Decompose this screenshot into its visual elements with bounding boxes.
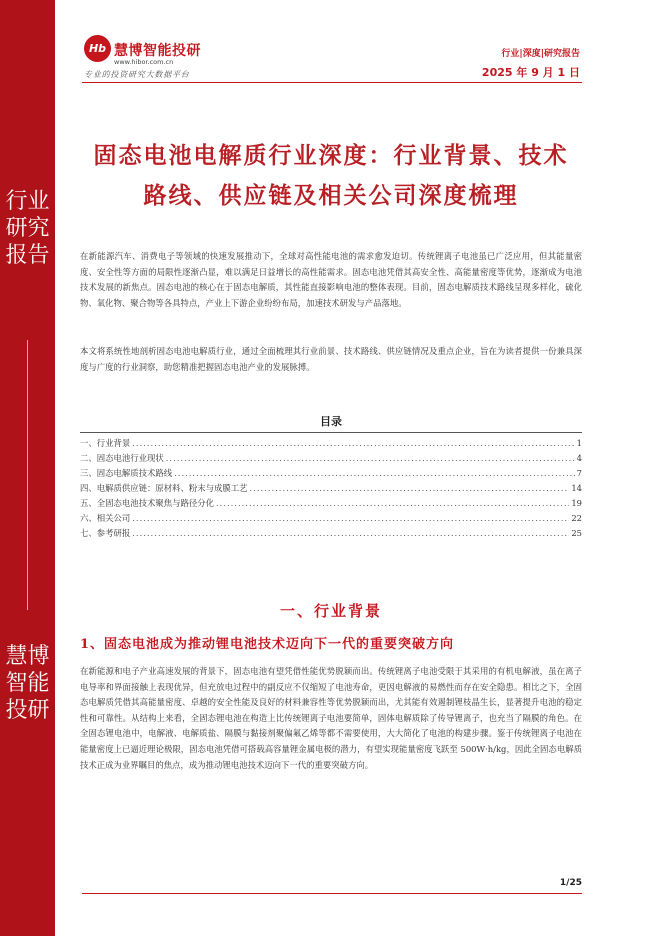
footer-divider bbox=[82, 893, 582, 894]
header-divider bbox=[82, 82, 582, 83]
toc-item-page: 22 bbox=[571, 513, 582, 523]
toc-item-page: 14 bbox=[571, 483, 582, 493]
sidebar-divider bbox=[27, 340, 28, 610]
sidebar-brand-label: 慧博智能投研 bbox=[5, 644, 50, 723]
report-type: 行业|深度|研究报告 bbox=[501, 49, 580, 59]
toc-item-label: 二、固态电池行业现状 bbox=[80, 453, 164, 463]
toc-item[interactable] bbox=[80, 482, 582, 497]
toc-leader bbox=[166, 453, 575, 463]
toc-item[interactable] bbox=[80, 497, 582, 512]
brand-slogan: 专业的投资研究大数据平台 bbox=[84, 70, 190, 79]
toc-leader bbox=[216, 498, 569, 508]
report-title-line-1: 固态电池电解质行业深度：行业背景、技术 bbox=[93, 142, 569, 169]
table-of-contents bbox=[80, 437, 582, 542]
brand-name: 慧博智能投研 bbox=[114, 43, 201, 59]
section-subtitle: 1、固态电池成为推动锂电池技术迈向下一代的重要突破方向 bbox=[80, 637, 455, 652]
toc-leader bbox=[132, 438, 574, 448]
toc-item-page: 4 bbox=[576, 453, 582, 463]
brand-logo-icon: Hb bbox=[84, 35, 111, 62]
toc-item[interactable] bbox=[80, 512, 582, 527]
toc-leader bbox=[174, 468, 575, 478]
toc-leader bbox=[132, 528, 569, 538]
toc-item-page: 7 bbox=[576, 468, 582, 478]
toc-item-page: 19 bbox=[571, 498, 582, 508]
toc-item-label: 五、全固态电池技术聚焦与路径分化 bbox=[80, 498, 214, 508]
toc-divider bbox=[80, 432, 582, 433]
toc-item-label: 四、电解质供应链：原材料、粉末与成膜工艺 bbox=[80, 483, 248, 493]
brand-url: www.hibor.com.cn bbox=[114, 58, 174, 66]
toc-item[interactable] bbox=[80, 437, 582, 452]
report-date: 2025 年 9 月 1 日 bbox=[481, 66, 580, 79]
toc-leader bbox=[250, 483, 570, 493]
section-body-paragraph: 在新能源和电子产业高速发展的背景下，固态电池有望凭借性能优势脱颖而出。传统锂离子电池受限于其采用的有机电解液，虽在离子电导率和界面接触上表现优异，但充放电过程中的副反应不仅缩短了电池寿命，更因电解液的易燃性而存在安全隐患。相比之下，全固态电解质凭借其高能量密度、卓越的安全性能及良好的材料兼容性等优势脱颖而出，尤其能有效遏制锂枝晶生长，显著提升电池的稳定性和可靠性。从结构上来看，全固态锂电池在构造上比传统锂离子电池要简单，固体电解质除了传导锂离子，也充当了隔膜的角色。在全固态锂电池中，电解液、电解质盐、隔膜与黏接剂聚偏氟乙烯等都不需要使用，大大简化了电池的构建步骤。鉴于传统锂离子电池在能量密度上已逼近理论极限，固态电池凭借可搭载高容量锂金属电极的潜力，有望实现能量密度飞跃至 500W·h/kg，因此全固态电解质技术正成为业界瞩目的焦点，成为推动锂电池技术迈向下一代的重要突破方向。 bbox=[80, 666, 582, 770]
toc-title: 目录 bbox=[320, 415, 342, 428]
intro-paragraph-2: 本文将系统性地剖析固态电池电解质行业，通过全面梳理其行业前景、技术路线、供应链情况及重点企业，旨在为读者提供一份兼具深度与广度的行业洞察，助您精准把握固态电池产业的发展脉搏。 bbox=[80, 346, 582, 372]
toc-item-label: 七、参考研报 bbox=[80, 528, 131, 538]
toc-leader bbox=[132, 513, 569, 523]
toc-item-label: 六、相关公司 bbox=[80, 513, 131, 523]
toc-item-page: 25 bbox=[571, 528, 582, 538]
toc-item[interactable] bbox=[80, 467, 582, 482]
toc-item[interactable] bbox=[80, 527, 582, 542]
section-title: 一、行业背景 bbox=[279, 602, 382, 620]
toc-item-label: 三、固态电解质技术路线 bbox=[80, 468, 173, 478]
report-title-line-2: 路线、供应链及相关公司深度梳理 bbox=[143, 182, 519, 209]
sidebar bbox=[0, 0, 55, 936]
intro-paragraph-1: 在新能源汽车、消费电子等领域的快速发展推动下，全球对高性能电池的需求愈发迫切。传统锂离子电池虽已广泛应用，但其能量密度、安全性等方面的局限性逐渐凸显，难以满足日益增长的高性能需求。固态电池凭借其高安全性、高能量密度等优势，逐渐成为电池技术发展的新焦点。固态电池的核心在于固态电解质，其性能直接影响电池的整体表现。目前，固态电解质技术路线呈现多样化，硫化物、氧化物、聚合物等各具特点，产业上下游企业纷纷布局，加速技术研发与产品落地。 bbox=[80, 251, 582, 308]
toc-item-label: 一、行业背景 bbox=[80, 438, 131, 448]
page-number: 1/25 bbox=[559, 878, 582, 888]
toc-item-page: 1 bbox=[576, 438, 582, 448]
toc-item[interactable] bbox=[80, 452, 582, 467]
sidebar-report-label: 行业研究报告 bbox=[5, 189, 50, 268]
